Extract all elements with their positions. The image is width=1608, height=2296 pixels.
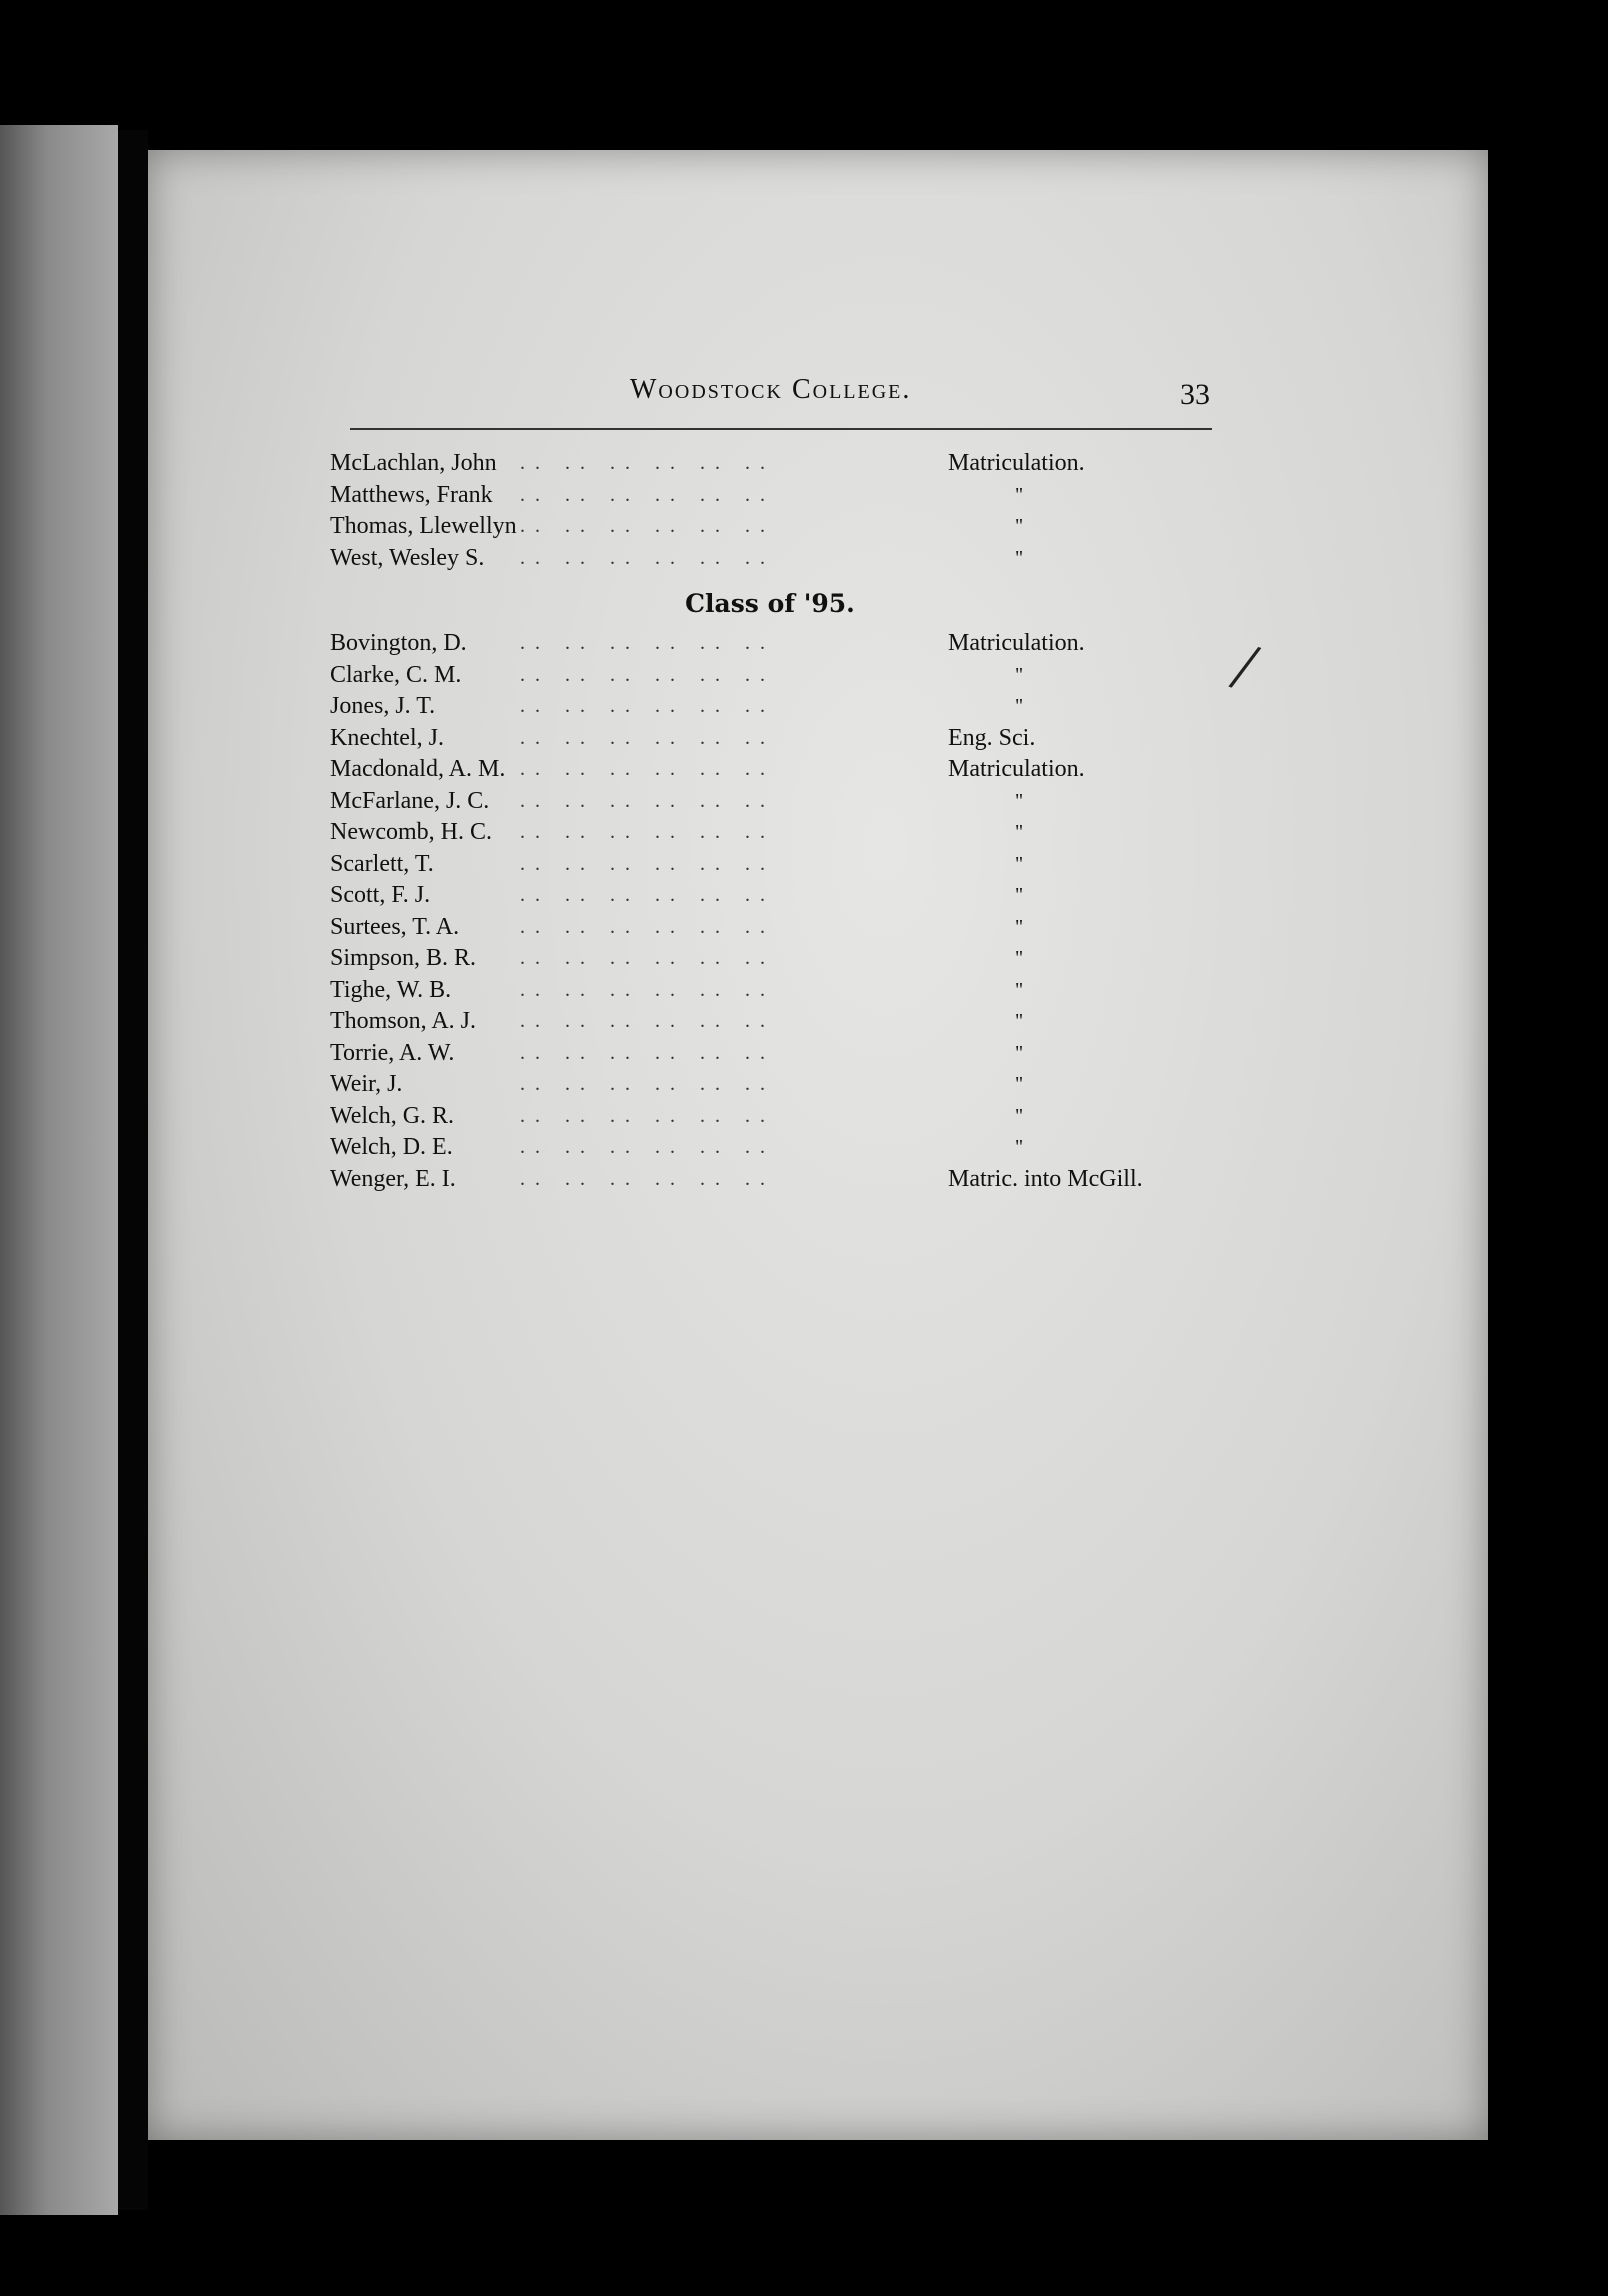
list-item [330,1069,1230,1101]
student-name: Matthews, Frank [330,481,493,508]
student-status: Matric. into McGill. [948,1165,1143,1192]
ditto-mark: " [1015,884,1024,906]
student-name: McLachlan, John [330,450,497,476]
dot-leader: .. .. .. .. .. .. [520,947,775,969]
list-item [330,480,1230,512]
dot-leader: .. .. .. .. .. .. [520,515,775,537]
dot-leader: .. .. .. .. .. .. [520,452,775,474]
left-page-edge [0,125,118,2215]
dot-leader: .. .. .. .. .. .. [520,1073,775,1095]
header-rule [350,428,1212,430]
page-header [350,210,1212,436]
book-gutter [118,130,148,2210]
student-status: Matriculation. [948,756,1085,782]
top-entries [330,448,1230,574]
ditto-mark: " [1015,1041,1024,1064]
student-name: Newcomb, H. C. [330,819,492,845]
ditto-mark: " [1015,915,1024,938]
ditto-mark: " [1015,695,1024,717]
dot-leader: .. .. .. .. .. .. [520,978,775,1001]
dot-leader: .. .. .. .. .. .. [520,1041,775,1064]
ditto-mark: " [1015,947,1024,969]
student-name: McFarlane, J. C. [330,787,490,814]
list-item [330,1038,1230,1070]
dot-leader: .. .. .. .. .. .. [520,663,775,686]
pencil-mark: / [1223,627,1267,708]
list-item [330,543,1230,575]
list-item [330,511,1230,543]
student-name: Tighe, W. B. [330,976,452,1003]
dot-leader: .. .. .. .. .. .. [520,821,775,843]
ditto-mark: " [1015,789,1024,812]
list-item [330,1006,1230,1038]
student-name: Knechtel, J. [330,724,444,751]
student-status: Eng. Sci. [948,724,1036,751]
student-name: Thomas, Llewellyn [330,513,517,539]
ditto-mark: " [1015,852,1024,875]
list-item [330,723,1230,755]
dot-leader: .. .. .. .. .. .. [520,632,775,654]
student-status: Matriculation. [948,450,1085,476]
student-list [330,448,1230,1195]
list-item [330,754,1230,786]
student-name: Simpson, B. R. [330,945,477,971]
student-name: Bovington, D. [330,630,467,656]
ditto-mark: " [1015,663,1024,686]
section-heading: Class of '95. [685,589,855,618]
list-item [330,1101,1230,1133]
student-name: Welch, D. E. [330,1134,453,1160]
student-name: Weir, J. [330,1071,403,1097]
list-item [330,817,1230,849]
student-name: Surtees, T. A. [330,913,460,940]
ditto-mark: " [1015,546,1024,569]
student-name: Wenger, E. I. [330,1165,456,1192]
student-name: Scott, F. J. [330,882,431,908]
ditto-mark: " [1015,821,1024,843]
student-name: Clarke, C. M. [330,661,462,688]
student-name: Macdonald, A. M. [330,756,506,782]
class-entries [330,628,1230,1195]
ditto-mark: " [1015,978,1024,1001]
list-item [330,628,1230,660]
dot-leader: .. .. .. .. .. .. [520,1167,775,1190]
ditto-mark: " [1015,1136,1024,1158]
running-title: Woodstock College. [630,374,912,405]
dot-leader: .. .. .. .. .. .. [520,546,775,569]
list-item [330,786,1230,818]
list-item [330,912,1230,944]
list-item [330,975,1230,1007]
ditto-mark: " [1015,1010,1024,1032]
student-name: Scarlett, T. [330,850,434,877]
list-item [330,660,1230,692]
list-item [330,1132,1230,1164]
student-name: Welch, G. R. [330,1102,455,1129]
dot-leader: .. .. .. .. .. .. [520,483,775,506]
dot-leader: .. .. .. .. .. .. [520,915,775,938]
student-name: West, Wesley S. [330,544,485,571]
dot-leader: .. .. .. .. .. .. [520,789,775,812]
dot-leader: .. .. .. .. .. .. [520,1010,775,1032]
student-name: Torrie, A. W. [330,1039,455,1066]
student-name: Jones, J. T. [330,693,436,719]
ditto-mark: " [1015,1073,1024,1095]
dot-leader: .. .. .. .. .. .. [520,695,775,717]
page-number: 33 [1180,378,1210,411]
dot-leader: .. .. .. .. .. .. [520,852,775,875]
ditto-mark: " [1015,483,1024,506]
list-item [330,943,1230,975]
list-item [330,691,1230,723]
student-name: Thomson, A. J. [330,1008,477,1034]
ditto-mark: " [1015,515,1024,537]
ditto-mark: " [1015,1104,1024,1127]
dot-leader: .. .. .. .. .. .. [520,726,775,749]
list-item [330,1164,1230,1196]
list-item [330,448,1230,480]
dot-leader: .. .. .. .. .. .. [520,758,775,780]
list-item [330,849,1230,881]
dot-leader: .. .. .. .. .. .. [520,1136,775,1158]
dot-leader: .. .. .. .. .. .. [520,1104,775,1127]
dot-leader: .. .. .. .. .. .. [520,884,775,906]
student-status: Matriculation. [948,630,1085,656]
list-item [330,880,1230,912]
